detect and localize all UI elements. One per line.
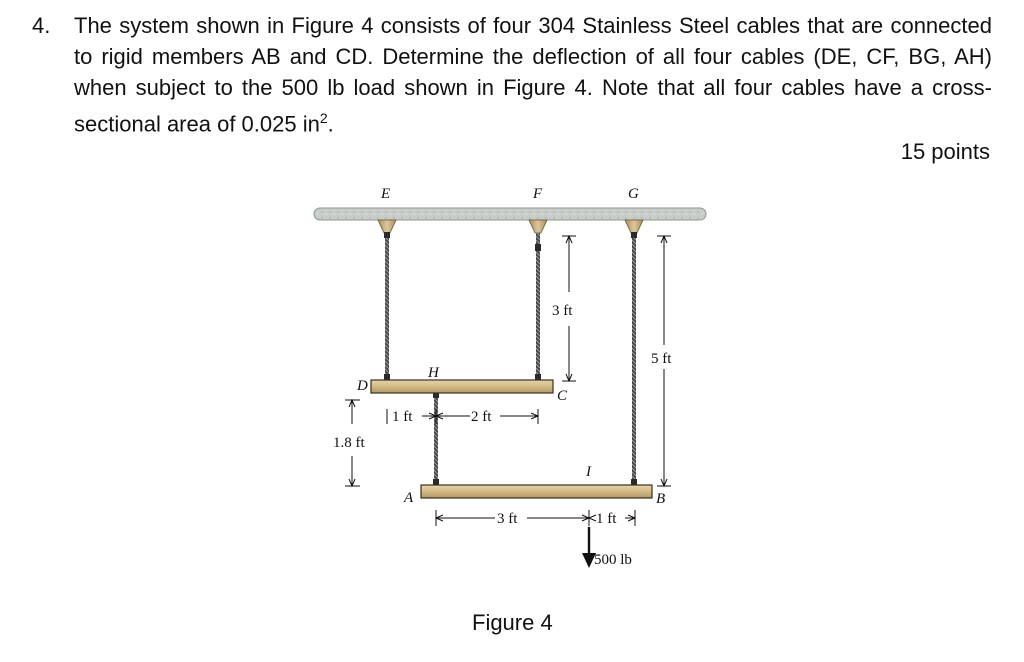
label-C: C bbox=[557, 388, 568, 404]
dim-1ft-upper-label: 1 ft bbox=[392, 409, 413, 425]
label-F: F bbox=[533, 186, 543, 202]
dim-3ft-label: 3 ft bbox=[552, 303, 573, 319]
cable-AH bbox=[434, 393, 438, 484]
rigid-member-AB bbox=[421, 485, 652, 498]
label-I: I bbox=[586, 464, 591, 480]
label-G: G bbox=[628, 186, 639, 202]
figure-caption: Figure 4 bbox=[472, 610, 553, 635]
label-D: D bbox=[357, 378, 368, 394]
load-label: 500 lb bbox=[594, 552, 632, 568]
points-label: 15 points bbox=[900, 139, 990, 164]
mount-F bbox=[529, 220, 547, 233]
mount-E bbox=[378, 220, 396, 233]
area-unit-superscript: 2 bbox=[319, 110, 328, 126]
dim-1-8ft-label: 1.8 ft bbox=[333, 435, 365, 451]
label-H: H bbox=[428, 365, 439, 381]
mount-G bbox=[625, 220, 643, 233]
question-end: . bbox=[327, 111, 334, 137]
dim-2ft-upper-label: 2 ft bbox=[471, 409, 492, 425]
label-A: A bbox=[404, 490, 414, 506]
dim-3ft-lower-label: 3 ft bbox=[497, 511, 518, 527]
label-E: E bbox=[381, 186, 391, 202]
cable-DE bbox=[385, 233, 389, 379]
cable-BG bbox=[632, 233, 636, 484]
question-number: 4. bbox=[32, 13, 51, 38]
cable-CF bbox=[536, 233, 540, 379]
dim-5ft-label: 5 ft bbox=[651, 351, 672, 367]
rigid-member-CD bbox=[371, 380, 553, 393]
label-B: B bbox=[656, 491, 666, 507]
dim-1ft-lower-label: 1 ft bbox=[596, 511, 617, 527]
ceiling-support bbox=[314, 208, 706, 220]
question-body: The system shown in Figure 4 consists of four 304 Stainless Steel cables that are connected to rigid members AB and CD. Determine the deflection of all four cables (DE, CF, BG, AH) when subject to the 500 lb load shown in Figure 4. Note that all four cables have a cross-sectional area of 0.025 in bbox=[74, 13, 992, 137]
